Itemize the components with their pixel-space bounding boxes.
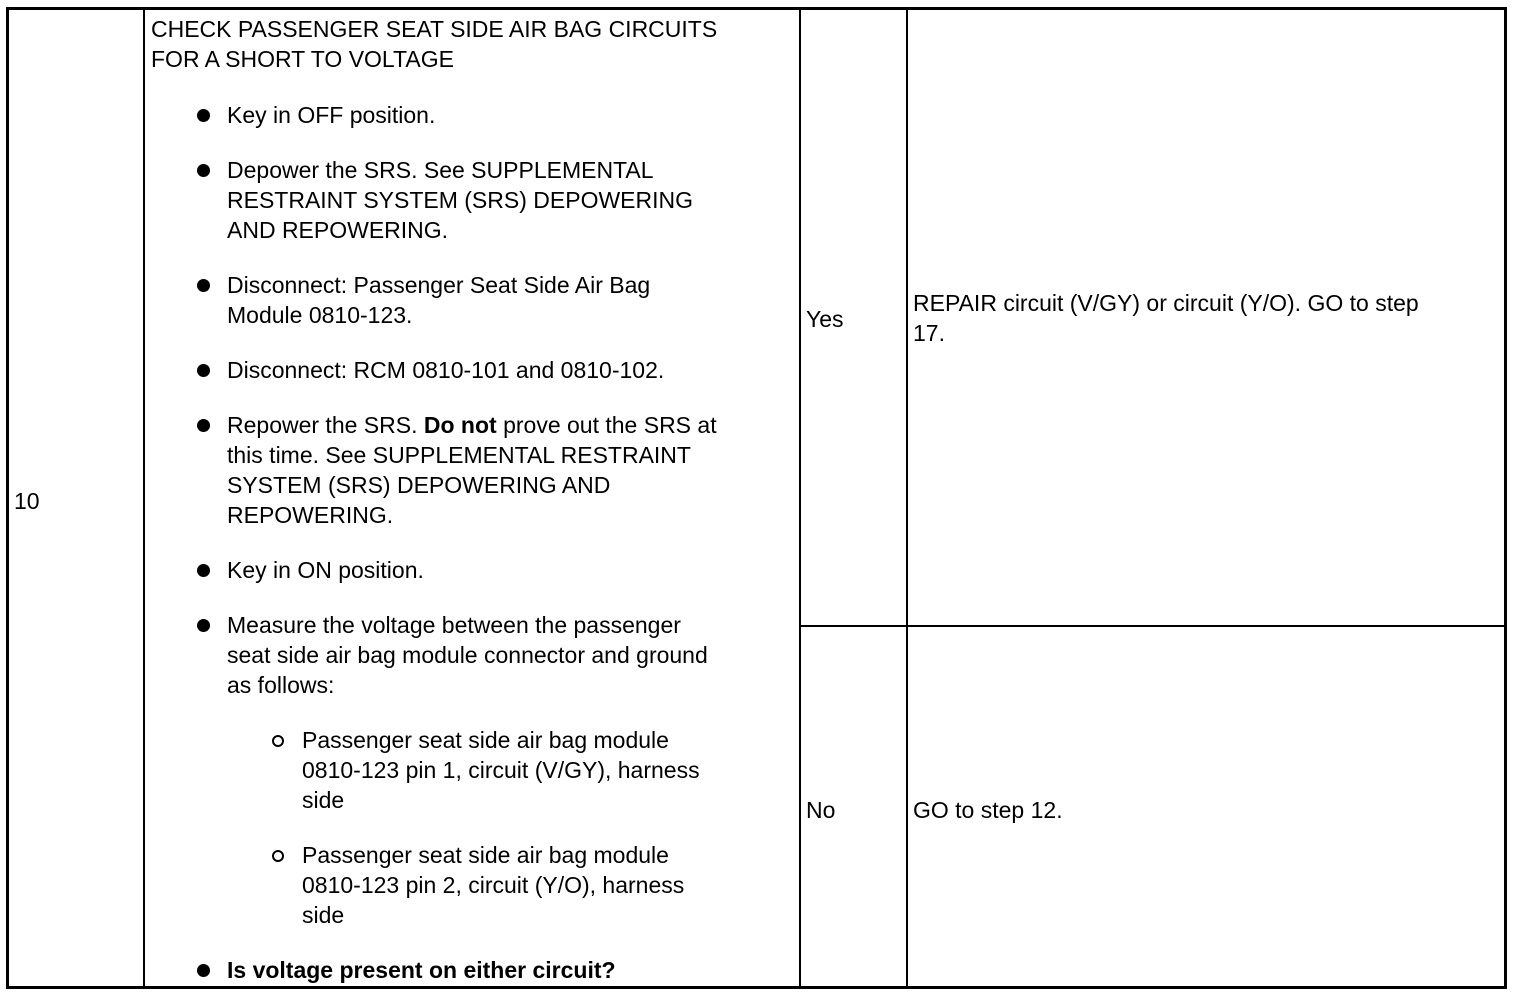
instruction-line: Disconnect: Passenger Seat Side Air Bag xyxy=(227,272,651,298)
answer-yes-action-line-1: REPAIR circuit (V/GY) or circuit (Y/O). GO to step xyxy=(913,290,1419,316)
instruction-text: prove out the SRS at xyxy=(496,412,717,438)
bullet-icon xyxy=(197,419,210,432)
answer-yes-action-line-2: 17. xyxy=(913,320,945,346)
bullet-icon xyxy=(197,279,210,292)
sub-instruction-line: side xyxy=(302,787,345,813)
bullet-icon xyxy=(197,564,210,577)
instruction-line: Key in OFF position. xyxy=(227,102,436,128)
instruction-line: SYSTEM (SRS) DEPOWERING AND xyxy=(227,472,611,498)
row-divider xyxy=(801,625,1504,627)
question-text: Is voltage present on either circuit? xyxy=(227,957,616,983)
sub-bullet-icon xyxy=(272,735,284,747)
instruction-text: Repower the SRS. xyxy=(227,412,424,438)
answer-yes-label: Yes xyxy=(806,306,844,332)
step-title-line-2: FOR A SHORT TO VOLTAGE xyxy=(151,46,454,72)
answer-no-action-line-1: GO to step 12. xyxy=(913,797,1063,823)
answer-no-label: No xyxy=(806,797,836,823)
instruction-line: Measure the voltage between the passenger xyxy=(227,612,681,638)
instruction-line: RESTRAINT SYSTEM (SRS) DEPOWERING xyxy=(227,187,694,213)
instruction-line: this time. See SUPPLEMENTAL RESTRAINT xyxy=(227,442,691,468)
column-divider-3 xyxy=(906,10,908,986)
procedure-table xyxy=(6,7,1507,989)
sub-instruction-line: Passenger seat side air bag module xyxy=(302,727,669,753)
bullet-icon xyxy=(197,619,210,632)
instruction-line: Disconnect: RCM 0810-101 and 0810-102. xyxy=(227,357,665,383)
step-title-line-1: CHECK PASSENGER SEAT SIDE AIR BAG CIRCUITS xyxy=(151,16,718,42)
instruction-line: Depower the SRS. See SUPPLEMENTAL xyxy=(227,157,654,183)
instruction-line: seat side air bag module connector and ground xyxy=(227,642,708,668)
instruction-line xyxy=(227,410,717,440)
sub-instruction-line: Passenger seat side air bag module xyxy=(302,842,669,868)
step-number: 10 xyxy=(14,488,40,514)
column-divider-2 xyxy=(799,10,801,986)
sub-instruction-line: 0810-123 pin 1, circuit (V/GY), harness xyxy=(302,757,700,783)
instruction-line: Module 0810-123. xyxy=(227,302,413,328)
sub-bullet-icon xyxy=(272,850,284,862)
instruction-line: REPOWERING. xyxy=(227,502,394,528)
bullet-icon xyxy=(197,964,210,977)
column-divider-1 xyxy=(143,10,145,986)
bullet-icon xyxy=(197,164,210,177)
sub-instruction-line: 0810-123 pin 2, circuit (Y/O), harness xyxy=(302,872,685,898)
bullet-icon xyxy=(197,109,210,122)
instruction-line: AND REPOWERING. xyxy=(227,217,449,243)
bullet-icon xyxy=(197,364,210,377)
warning-emphasis: Do not xyxy=(423,412,497,438)
sub-instruction-line: side xyxy=(302,902,345,928)
instruction-line: as follows: xyxy=(227,672,335,698)
instruction-line: Key in ON position. xyxy=(227,557,424,583)
